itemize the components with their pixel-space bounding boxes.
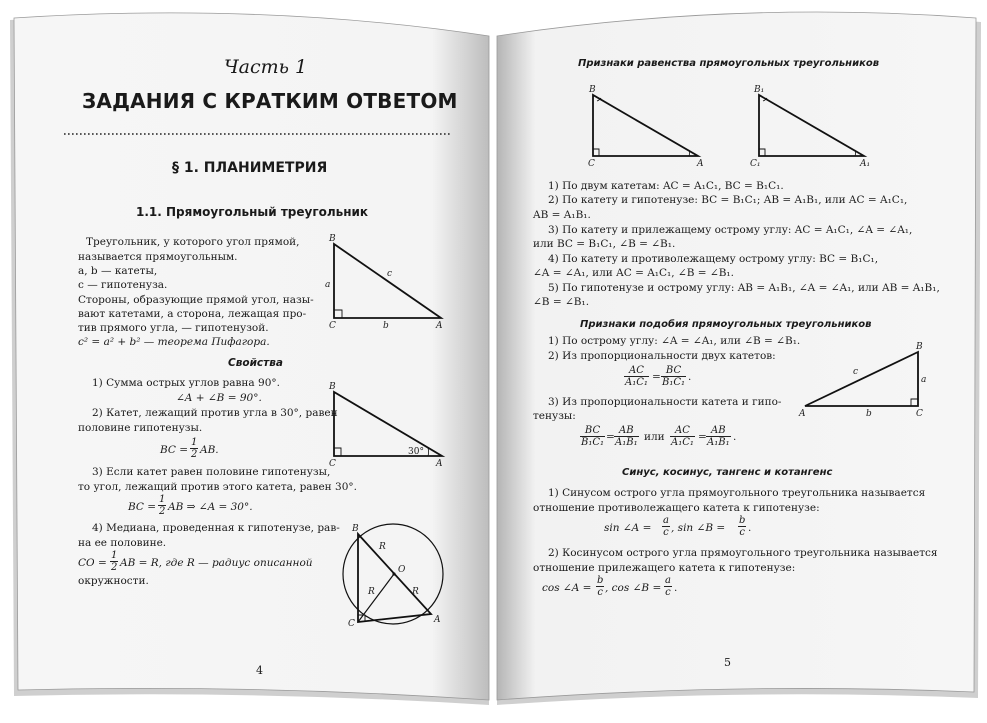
text-line: отношение прилежащего катета к гипотенузе:: [533, 562, 796, 574]
text-line: 1) По острому углу: ∠A = ∠A₁, или ∠B = ∠B₁.: [548, 335, 801, 347]
vertex-label: C: [588, 159, 595, 169]
text-line: на ее половине.: [78, 537, 167, 549]
section-title: § 1. ПЛАНИМЕТРИЯ: [172, 160, 328, 176]
vertex-label: A: [436, 459, 443, 469]
similarity-heading: Признаки подобия прямоугольных треугольников: [580, 319, 872, 330]
page-number-right: 5: [724, 656, 731, 669]
text-line: a, b — катеты,: [78, 265, 158, 277]
vertex-label: C₁: [750, 159, 761, 169]
text-line: 4) Медиана, проведенная к гипотенузе, рав-: [92, 522, 340, 534]
formula-angle-sum: ∠A + ∠B = 90°.: [176, 392, 262, 404]
vertex-label: B: [589, 85, 596, 95]
radius-label: R: [368, 587, 375, 597]
text-line: 3) Если катет равен половине гипотенузы,: [92, 466, 331, 478]
side-label: b: [866, 409, 872, 419]
text-line: окружности.: [78, 575, 149, 587]
text-line: 2) По катету и гипотенузе: BC = B₁C₁; AB = A₁B₁, или AC = A₁C₁,: [548, 194, 908, 206]
text-line: AB = A₁B₁.: [533, 209, 591, 221]
text-line: 1) Сумма острых углов равна 90°.: [92, 377, 280, 389]
side-label: b: [383, 321, 389, 331]
text-line: вают катетами, а сторона, лежащая про-: [78, 308, 307, 320]
pythagorean-theorem: c² = a² + b² — теорема Пифагора.: [78, 336, 270, 348]
text-line: тенузы:: [533, 410, 576, 422]
page-number-left: 4: [256, 664, 263, 677]
vertex-label: A: [697, 159, 704, 169]
text-line: Стороны, образующие прямой угол, назы-: [78, 294, 314, 306]
text-line: или BC = B₁C₁, ∠B = ∠B₁.: [533, 238, 676, 250]
subsection-title: 1.1. Прямоугольный треугольник: [136, 205, 369, 219]
text-line: тив прямого угла, — гипотенузой.: [78, 322, 269, 334]
text-line: ∠A = ∠A₁, или AC = A₁C₁, ∠B = ∠B₁.: [533, 267, 734, 279]
part-label: Часть 1: [224, 56, 308, 78]
text-line: то угол, лежащий против этого катета, равен 30°.: [78, 481, 357, 493]
text-line: 1) Синусом острого угла прямоугольного треугольника называется: [548, 487, 926, 499]
side-label: c: [387, 269, 393, 279]
triangle-similarity: [798, 342, 926, 419]
vertex-label: C: [348, 619, 355, 629]
text-line: 4) По катету и противолежащему острому углу: BC = B₁C₁,: [548, 253, 879, 265]
text-line: называется прямоугольным.: [78, 251, 238, 263]
vertex-label: B₁: [754, 85, 765, 95]
text-line: 2) Из пропорциональности двух катетов:: [548, 350, 776, 362]
triangle-abc: [588, 85, 704, 169]
text-line: 1) По двум катетам: AC = A₁C₁, BC = B₁C₁.: [548, 180, 784, 192]
properties-heading: Свойства: [228, 357, 283, 369]
vertex-label: B: [352, 524, 359, 534]
text-line: отношение противолежащего катета к гипотенузе:: [533, 502, 820, 514]
text-line: 2) Катет, лежащий против угла в 30°, равен: [92, 407, 338, 419]
vertex-label: B: [329, 382, 336, 392]
vertex-label: C: [329, 321, 336, 331]
radius-label: R: [379, 542, 386, 552]
side-label: a: [921, 375, 927, 385]
angle-label: 30°: [408, 447, 424, 457]
chapter-title: ЗАДАНИЯ С КРАТКИМ ОТВЕТОМ: [82, 89, 458, 113]
vertex-label: C: [916, 409, 923, 419]
side-label: a: [325, 280, 331, 290]
vertex-label: B: [916, 342, 923, 352]
text-line: 3) Из пропорциональности катета и гипо-: [548, 396, 782, 408]
vertex-label: B: [329, 234, 336, 244]
text-line: 5) По гипотенузе и острому углу: AB = A₁B₁, ∠A = ∠A₁, или AB = A₁B₁,: [548, 282, 940, 294]
text-line: 3) По катету и прилежащему острому углу: AC = A₁C₁, ∠A = ∠A₁,: [548, 224, 913, 236]
vertex-label: A: [436, 321, 443, 331]
text-line: c — гипотенуза.: [78, 279, 168, 291]
triangle-a1b1c1: [750, 85, 870, 169]
side-label: c: [853, 367, 859, 377]
vertex-label: A₁: [860, 159, 871, 169]
trig-heading: Синус, косинус, тангенс и котангенс: [622, 467, 833, 478]
text-line: половине гипотенузы.: [78, 422, 203, 434]
center-label: O: [398, 565, 406, 575]
text-line: 2) Косинусом острого угла прямоугольного треугольника называется: [548, 547, 938, 559]
text-line: Треугольник, у которого угол прямой,: [86, 236, 300, 248]
text-line: ∠B = ∠B₁.: [533, 296, 590, 308]
equality-heading: Признаки равенства прямоугольных треугольников: [578, 58, 880, 69]
vertex-label: C: [329, 459, 336, 469]
radius-label: R: [412, 587, 419, 597]
vertex-label: A: [434, 615, 441, 625]
left-page: Часть 1 ЗАДАНИЯ С КРАТКИМ ОТВЕТОМ § 1. ПЛАНИМЕТРИЯ 1.1. Прямоугольный треугольник Треугольник, у которого угол прямой, называется прямоугольным. a, b — катеты, c — гипотенуза. Стороны, образующие прямой угол, назы- вают катетами, а сторона, лежащая про- тив прямого угла, — гипотенузой. c² = a² + b² — теорема Пифагора. Свойства 1) Сумма острых углов равна 90°. ∠A + ∠B = 90°. 2) Катет, лежащий против угла в 30°, равен половине гипотенузы. BC = $\frac{1}{2}$ AB. 3) Если катет равен половине гипотенузы, то угол, лежащий против этого катета, равен 30°. BC = $\frac{1}{2}$ AB ⇒ ∠A = 30°. 4) Медиана, проведенная к гипотенузе, рав- на ее половине. CO = $\frac{1}{2}$ AB = R, где R — радиус описанной окружности. 4 B C A a b c B C A 30° B C A O R R R: [0, 0, 987, 723]
vertex-label: A: [799, 409, 806, 419]
right-page: Признаки равенства прямоугольных треугольников B C A B₁ C₁ A₁ B C A a b c 1) По двум катетам: AC = A₁C₁, BC = B₁C₁. 2) По катету и гипотенузе: BC = B₁C₁; AB = A₁B₁, или AC = A₁C₁, AB = A₁B₁. 3) По катету и прилежащему острому углу: AC = A₁C₁, ∠A = ∠A₁, или BC = B₁C₁, ∠B = ∠B₁. 4) По катету и противолежащему острому углу: BC = B₁C₁, ∠A = ∠A₁, или AC = A₁C₁, ∠B = ∠B₁. 5) По гипотенузе и острому углу: AB = A₁B₁, ∠A = ∠A₁, или AB = A₁B₁, ∠B = ∠B₁. Признаки подобия прямоугольных треугольников 1) По острому углу: ∠A = ∠A₁, или ∠B = ∠B₁. 2) Из пропорциональности двух катетов: $\frac{AC}{\text{A₁C₁}}$ = $\frac{BC}{\text{B₁C₁}}$ . 3) Из пропорциональности катета и гипо- тенузы: $\frac{BC}{\text{B₁C₁}}$ = $\frac{AB}{\text{A₁B₁}}$ или $\frac{AC}{\text{A₁C₁}}$ = $\frac{AB}{\text{A₁B₁}}$ . Синус, косинус, тангенс и котангенс 1) Синусом острого угла прямоугольного треугольника называется отношение противолежащего катета к гипотенузе: sin ∠A = $\frac{a}{c}$ , sin ∠B = $\frac{b}{c}$ . 2) Косинусом острого угла прямоугольного треугольника называется отношение прилежащего катета к гипотенузе: cos ∠A = $\frac{b}{c}$ , cos ∠B = $\frac{a}{c}$ . 5: [0, 0, 987, 723]
